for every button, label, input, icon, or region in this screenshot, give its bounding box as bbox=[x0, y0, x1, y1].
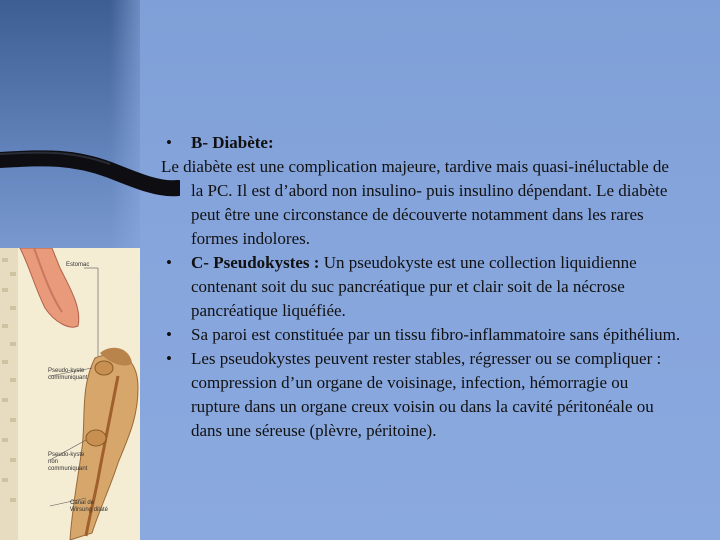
bullet-icon: • bbox=[166, 253, 172, 272]
section-c-text: Un pseudokyste est une collection liquidienne contenant soit du suc pancréatique pur et clair soit de la nécrose pancréatique liquéfiée. bbox=[191, 253, 637, 320]
bullet-paroi-text: Sa paroi est constituée par un tissu fibro-inflammatoire sans épithélium. bbox=[191, 325, 681, 344]
label-estomac: Estomac bbox=[66, 262, 90, 268]
bullet-paroi bbox=[161, 323, 681, 347]
pancreas-drawing bbox=[0, 248, 140, 540]
bullet-icon: • bbox=[166, 133, 172, 152]
section-c-item bbox=[161, 251, 681, 323]
label-pseudokyste-non-communiquant: Pseudo-kyste non communiquant bbox=[48, 452, 88, 472]
bullet-evolution bbox=[161, 347, 681, 443]
label-canal-wirsung: Canal de Wirsung dilaté bbox=[70, 500, 109, 513]
section-b-heading bbox=[161, 131, 681, 155]
cable-decoration bbox=[0, 140, 180, 220]
section-c-title: C- Pseudokystes : bbox=[191, 253, 320, 272]
bullet-icon: • bbox=[166, 349, 172, 368]
section-b-title: B- Diabète: bbox=[191, 133, 274, 152]
bullet-icon: • bbox=[166, 325, 172, 344]
label-pseudokyste-communiquant: Pseudo-kyste communiquant bbox=[48, 368, 88, 381]
pancreas-illustration bbox=[0, 248, 140, 540]
bullet-evolution-text: Les pseudokystes peuvent rester stables, régresser ou se compliquer : compression d’un organe de voisinage, infection, hémorragie ou rupture dans un organe creux voisin ou dans la cavité péritonéale ou dans une séreuse (plèvre, péritoine). bbox=[191, 349, 662, 440]
section-b-paragraph: Le diabète est une complication majeure, tardive mais quasi-inéluctable de la PC. Il est d’abord non insulino- puis insulino dépendant. Le diabète peut être une circonstance de découverte notamment dans les rares formes indolores. bbox=[161, 157, 669, 248]
slide-content bbox=[161, 131, 681, 443]
